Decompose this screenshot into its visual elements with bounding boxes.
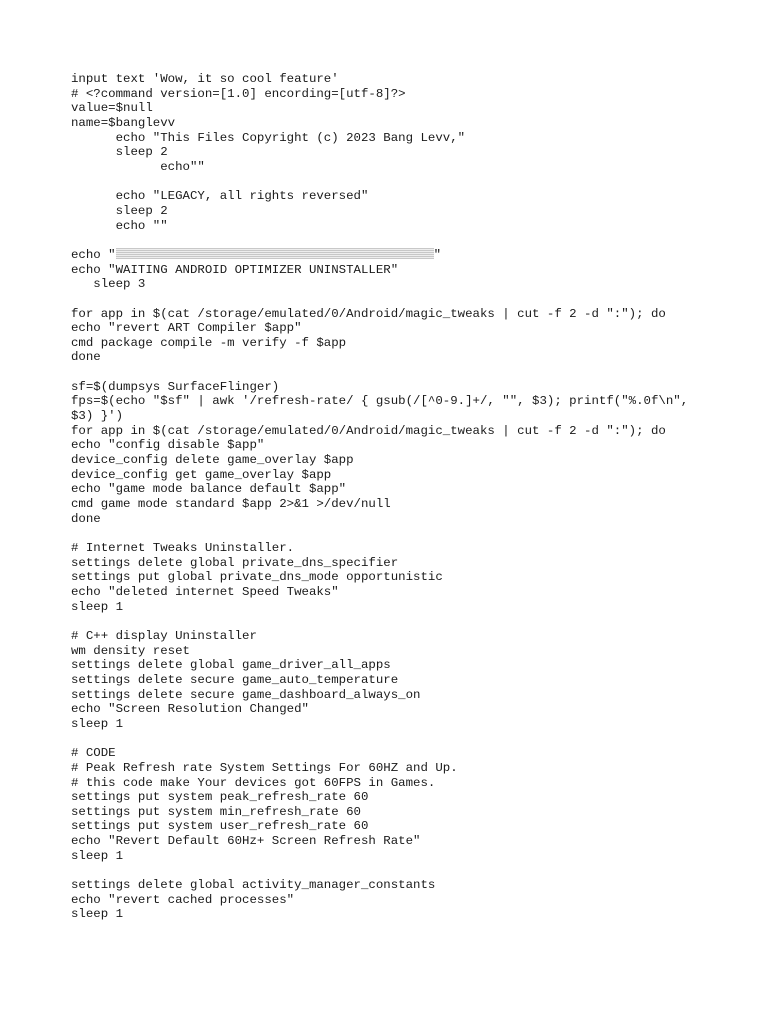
code-line: echo "" <box>71 218 168 233</box>
code-line: settings delete global private_dns_specifier <box>71 555 399 570</box>
code-line: settings put system peak_refresh_rate 60 <box>71 790 369 805</box>
code-line: # Internet Tweaks Uninstaller. <box>71 541 295 555</box>
code-line-banner <box>71 248 751 263</box>
code-line: settings put global private_dns_mode opportunistic <box>71 570 443 585</box>
code-line: echo"" <box>71 159 205 174</box>
code-line: # <?command version=[1.0] encording=[utf-8]?> <box>71 86 406 101</box>
code-line: for app in $(cat /storage/emulated/0/Android/magic_tweaks | cut -f 2 -d ":"); do <box>71 423 666 438</box>
blank-line <box>71 292 751 307</box>
code-line: done <box>71 511 101 526</box>
code-line: sleep 3 <box>71 277 146 292</box>
code-line: fps=$(echo "$sf" | awk '/refresh-rate/ { gsub(/[^0-9.]+/, "", $3); printf("%.0f\n", <box>71 394 689 409</box>
box-drawing-bar <box>116 248 434 259</box>
code-line: $3) }') <box>71 409 124 424</box>
blank-line <box>71 614 751 629</box>
code-line: settings delete global game_driver_all_apps <box>71 658 391 673</box>
code-line: echo "WAITING ANDROID OPTIMIZER UNINSTALLER" <box>71 262 399 277</box>
code-line: echo "config disable $app" <box>71 438 265 453</box>
code-line: cmd game mode standard $app 2>&1 >/dev/null <box>71 497 391 512</box>
code-line: echo "game mode balance default $app" <box>71 482 347 497</box>
code-line: settings delete secure game_auto_temperature <box>71 672 399 687</box>
blank-line <box>71 175 751 190</box>
code-line: value=$null <box>71 101 153 116</box>
code-line: # this code make Your devices got 60FPS in Games. <box>71 775 436 790</box>
code-line: echo "Revert Default 60Hz+ Screen Refresh Rate" <box>71 834 421 849</box>
banner-echo-open: echo " <box>71 247 116 262</box>
code-line: cmd package compile -m verify -f $app <box>71 335 347 350</box>
code-line: sleep 1 <box>71 848 124 863</box>
code-line: # C++ display Uninstaller <box>71 628 257 643</box>
code-line: settings delete secure game_dashboard_always_on <box>71 687 421 702</box>
code-line: # CODE <box>71 746 116 761</box>
code-line: wm density reset <box>71 643 190 658</box>
code-line: sleep 1 <box>71 907 124 922</box>
code-line: settings put system min_refresh_rate 60 <box>71 804 361 819</box>
code-line: settings put system user_refresh_rate 60 <box>71 819 369 834</box>
code-line: device_config delete game_overlay $app <box>71 453 354 468</box>
code-line: sf=$(dumpsys SurfaceFlinger) <box>71 379 280 394</box>
code-line: echo "This Files Copyright (c) 2023 Bang Levv," <box>71 130 466 145</box>
code-line: # Peak Refresh rate System Settings For 60HZ and Up. <box>71 760 458 775</box>
code-line: settings delete global activity_manager_constants <box>71 878 436 893</box>
code-line: echo "revert cached processes" <box>71 892 295 907</box>
code-line: echo "Screen Resolution Changed" <box>71 702 309 717</box>
code-line: device_config get game_overlay $app <box>71 467 332 482</box>
script-text <box>71 72 751 922</box>
code-line: sleep 2 <box>71 203 168 218</box>
code-line: echo "LEGACY, all rights reversed" <box>71 189 369 204</box>
code-line: echo "deleted internet Speed Tweaks" <box>71 584 339 599</box>
code-line: input text 'Wow, it so cool feature' <box>71 72 339 86</box>
blank-line <box>71 526 751 541</box>
code-line: name=$banglevv <box>71 115 176 130</box>
blank-line <box>71 732 751 747</box>
banner-echo-close: " <box>433 247 442 262</box>
code-line: for app in $(cat /storage/emulated/0/Android/magic_tweaks | cut -f 2 -d ":"); do <box>71 306 666 321</box>
code-line: sleep 1 <box>71 599 124 614</box>
code-line: done <box>71 350 101 365</box>
blank-line <box>71 365 751 380</box>
code-line: echo "revert ART Compiler $app" <box>71 321 302 336</box>
blank-line <box>71 233 751 248</box>
blank-line <box>71 863 751 878</box>
code-line: sleep 1 <box>71 716 124 731</box>
code-line: sleep 2 <box>71 145 168 160</box>
